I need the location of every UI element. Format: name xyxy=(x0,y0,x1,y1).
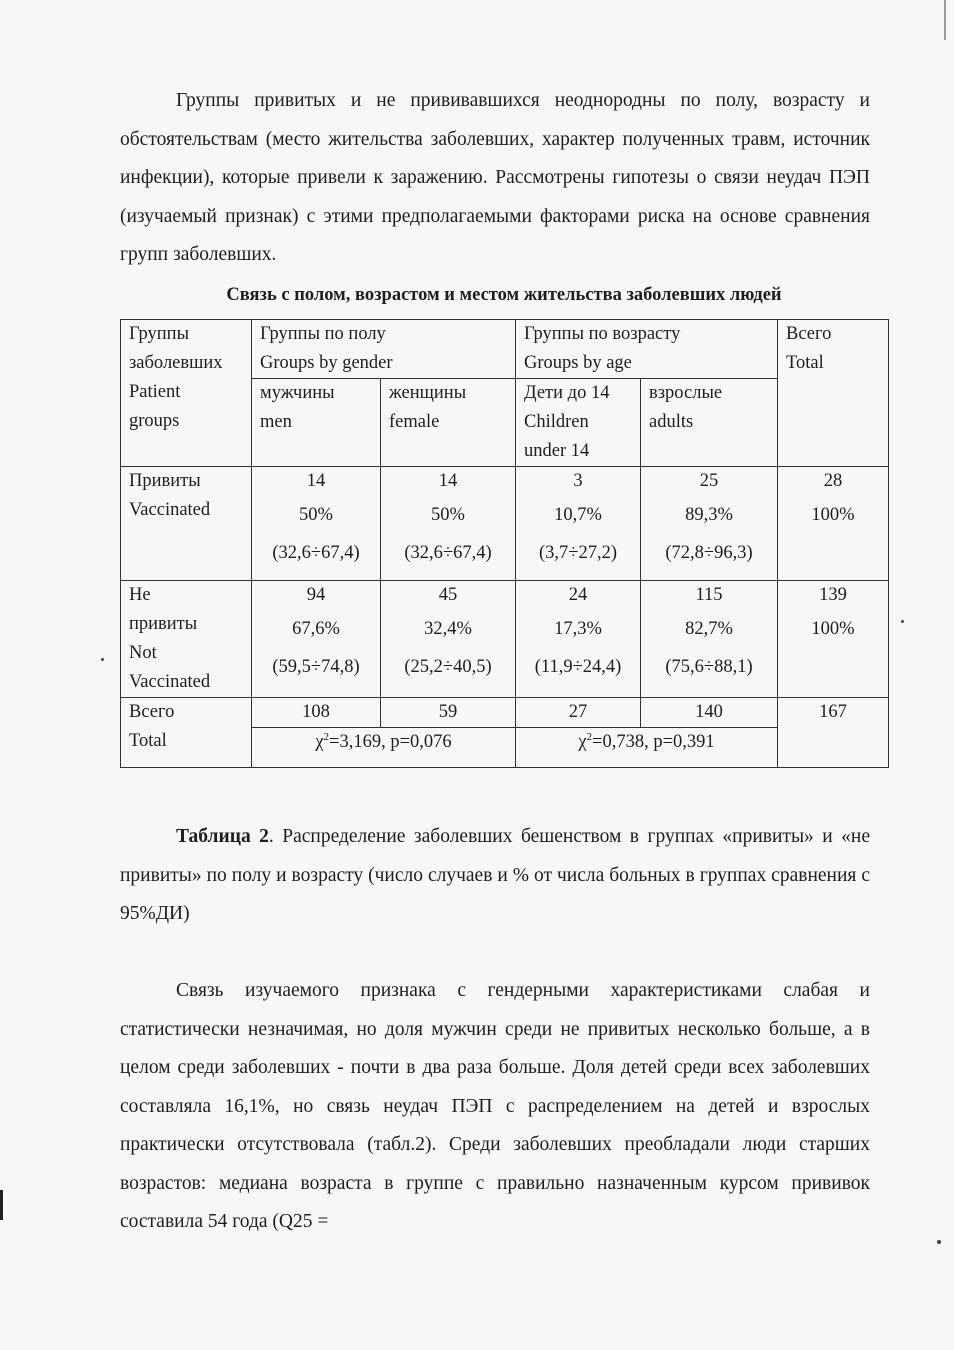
cell-total: 167 xyxy=(778,698,889,768)
intro-paragraph: Группы привитых и не прививавшихся неоднородны по полу, возрасту и обстоятельствам (место жительства заболевших, характер полученных травм, источник инфекции), которые привели к заражению. Рассмотрены гипотезы о связи неудач ПЭП (изучаемый признак) с этими предполагаемыми факторами риска на основе сравнения групп заболевших. xyxy=(120,90,870,265)
cell-men: 14 50% (32,6÷67,4) xyxy=(252,467,381,581)
table-header-row xyxy=(121,320,889,379)
cell-women: 45 32,4% (25,2÷40,5) xyxy=(381,581,516,698)
cell-total: 139 100% xyxy=(778,581,889,698)
cell-total: 28 100% xyxy=(778,467,889,581)
caption-text: . Распределение заболевших бешенством в группах «привиты» и «не привиты» по полу и возрасту (число случаев и % от числа больных в группах сравнения с 95%ДИ) xyxy=(120,826,870,924)
cell-women: 59 xyxy=(381,698,516,728)
header-total: Всего Total xyxy=(778,320,889,467)
body-paragraph: Связь изучаемого признака с гендерными характеристиками слабая и статистически незначимая, но доля мужчин среди не привитых несколько больше, а в целом среди заболевших - почти в два раза больше. Доля детей среди всех заболевших составляла 16,1%, но связь неудач ПЭП с распределением на детей и взрослых практически отсутствовала (табл.2). Среди заболевших преобладали люди старших возрастов: медиана возраста в группе с правильно назначенным курсом прививок составила 54 года (Q25 = xyxy=(120,980,870,1232)
table-row-vaccinated xyxy=(121,467,889,581)
subheader-adults: взрослые adults xyxy=(641,379,778,467)
subheader-men: мужчины men xyxy=(252,379,381,467)
table-row-not-vaccinated xyxy=(121,581,889,698)
cell-children: 3 10,7% (3,7÷27,2) xyxy=(516,467,641,581)
header-groups: Группы заболевших Patient groups xyxy=(121,320,252,467)
scan-edge-mark xyxy=(0,1190,3,1220)
row-label: Всего Total xyxy=(121,698,252,768)
cell-adults: 115 82,7% (75,6÷88,1) xyxy=(641,581,778,698)
row-label: Привиты Vaccinated xyxy=(121,467,252,581)
scan-speck xyxy=(901,620,904,623)
caption-label: Таблица 2 xyxy=(176,826,269,847)
table-title: Связь с полом, возрастом и местом жительства заболевших людей xyxy=(226,285,782,305)
table-row-total xyxy=(121,698,889,728)
chi-square-gender: $\chi^2=3,169$, p=0,076 xyxy=(252,728,516,768)
cell-men: 108 xyxy=(252,698,381,728)
cell-men: 94 67,6% (59,5÷74,8) xyxy=(252,581,381,698)
data-table xyxy=(120,319,889,768)
header-age: Группы по возрасту Groups by age xyxy=(516,320,778,379)
cell-children: 27 xyxy=(516,698,641,728)
cell-adults: 140 xyxy=(641,698,778,728)
chi-square-age: $\chi^2=0,738$, p=0,391 xyxy=(516,728,778,768)
subheader-children: Дети до 14 Children under 14 xyxy=(516,379,641,467)
cell-women: 14 50% (32,6÷67,4) xyxy=(381,467,516,581)
cell-children: 24 17,3% (11,9÷24,4) xyxy=(516,581,641,698)
table-caption xyxy=(120,818,870,934)
scan-speck xyxy=(101,658,104,661)
scan-speck xyxy=(937,1240,941,1244)
row-label: Не привиты Not Vaccinated xyxy=(121,581,252,698)
scan-edge-mark xyxy=(944,0,946,40)
subheader-women: женщины female xyxy=(381,379,516,467)
header-gender: Группы по полу Groups by gender xyxy=(252,320,516,379)
cell-adults: 25 89,3% (72,8÷96,3) xyxy=(641,467,778,581)
